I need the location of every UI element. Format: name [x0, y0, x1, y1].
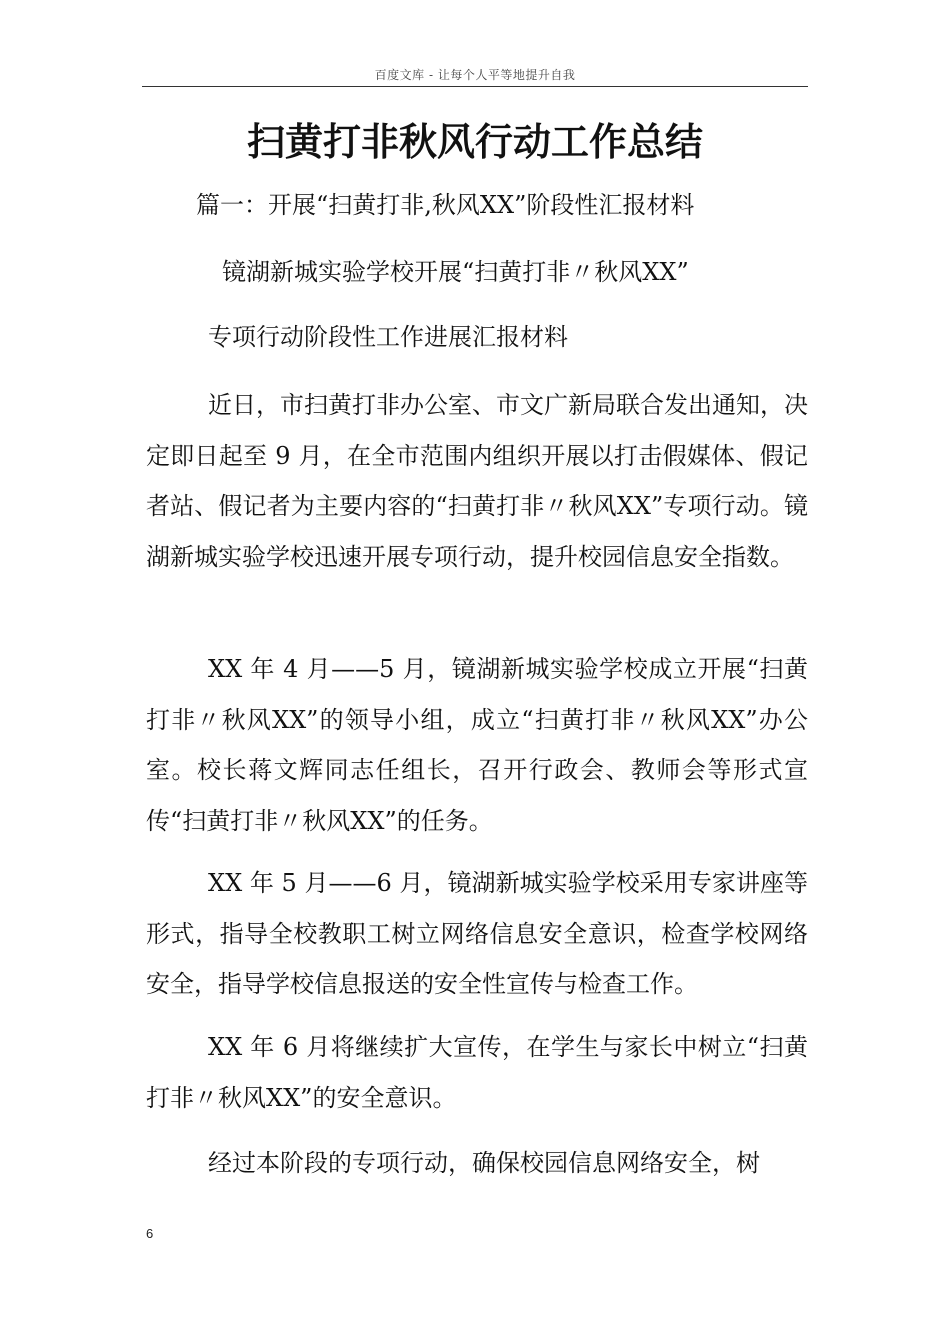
subtitle-school: 镜湖新城实验学校开展“扫黄打非〃秋风XX”: [222, 258, 689, 286]
body-paragraph: XX 年 4 月——5 月，镜湖新城实验学校成立开展“扫黄打非〃秋风XX”的领导小组，成立“扫黄打非〃秋风XX”办公室。校长蒋文辉同志任组长，召开行政会、教师会等形式宣传“扫黄打非〃秋风XX”的任务。: [146, 655, 808, 835]
subtitle-report: 专项行动阶段性工作进展汇报材料: [208, 323, 568, 351]
body-paragraph: 经过本阶段的专项行动，确保校园信息网络安全，树: [208, 1149, 760, 1177]
subtitle-chapter: 篇一：开展“扫黄打非,秋风XX”阶段性汇报材料: [196, 191, 695, 219]
page-header: 百度文库 - 让每个人平等地提升自我: [374, 68, 576, 82]
header-divider: [142, 86, 808, 87]
body-paragraph: XX 年 5 月——6 月，镜湖新城实验学校采用专家讲座等形式，指导全校教职工树立网络信息安全意识，检查学校网络安全，指导学校信息报送的安全性宣传与检查工作。: [146, 869, 808, 998]
document-title: 扫黄打非秋风行动工作总结: [246, 119, 703, 164]
body-paragraph: 近日，市扫黄打非办公室、市文广新局联合发出通知，决定即日起至 9 月，在全市范围内组织开展以打击假媒体、假记者站、假记者为主要内容的“扫黄打非〃秋风XX”专项行动。镜湖新城实验学校迅速开展专项行动，提升校园信息安全指数。: [146, 391, 808, 571]
page-number: 6: [146, 1226, 154, 1241]
body-paragraph: XX 年 6 月将继续扩大宣传，在学生与家长中树立“扫黄打非〃秋风XX”的安全意识。: [146, 1033, 808, 1112]
